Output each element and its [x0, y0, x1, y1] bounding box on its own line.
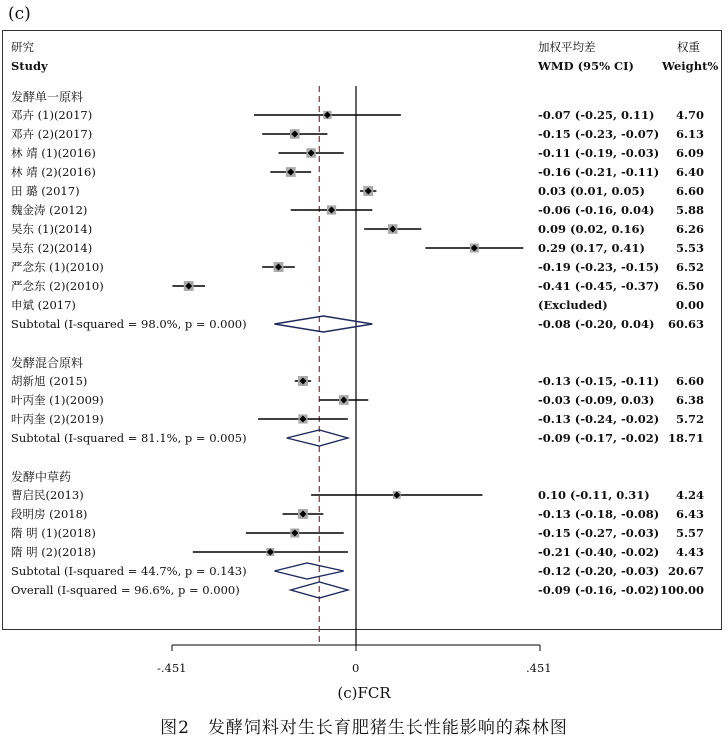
study-label: 严念东 (1)(2010) — [11, 260, 104, 274]
study-ci: 0.29 (0.17, 0.41) — [538, 241, 645, 255]
study-ci: -0.11 (-0.19, -0.03) — [538, 146, 660, 160]
group-title: 发酵单一原料 — [11, 90, 84, 104]
subtotal-label: Subtotal (I-squared = 98.0%, p = 0.000) — [11, 317, 247, 331]
study-label: 隋 明 (1)(2018) — [11, 526, 96, 540]
study-label: 林 靖 (1)(2016) — [11, 146, 96, 160]
study-weight: 5.53 — [675, 241, 704, 255]
x-tick-label-neg: -.451 — [157, 661, 187, 675]
study-ci: -0.13 (-0.15, -0.11) — [538, 374, 660, 388]
study-ci: (Excluded) — [538, 298, 608, 312]
study-weight: 0.00 — [675, 298, 704, 312]
study-ci: -0.19 (-0.23, -0.15) — [538, 260, 660, 274]
study-ci: -0.13 (-0.24, -0.02) — [538, 412, 660, 426]
study-ci: -0.41 (-0.45, -0.37) — [538, 279, 660, 293]
subtotal-label: Subtotal (I-squared = 44.7%, p = 0.143) — [11, 564, 247, 578]
study-weight: 6.43 — [675, 507, 704, 521]
study-label: 隋 明 (2)(2018) — [11, 545, 96, 559]
study-label: 叶丙奎 (1)(2009) — [11, 393, 104, 407]
subtotal-diamond — [274, 316, 372, 332]
figure-caption: 图2 发酵饲料对生长育肥猪生长性能影响的森林图 — [160, 718, 568, 738]
wmd-header-cn: 加权平均差 — [538, 40, 596, 54]
study-ci: 0.03 (0.01, 0.05) — [538, 184, 645, 198]
group-title: 发酵混合原料 — [11, 356, 84, 370]
study-weight: 6.60 — [675, 374, 704, 388]
weight-header-en: Weight% — [662, 59, 719, 73]
study-weight: 6.50 — [675, 279, 704, 293]
study-ci: -0.16 (-0.21, -0.11) — [538, 165, 660, 179]
study-weight: 5.88 — [675, 203, 704, 217]
study-label: 段明房 (2018) — [11, 507, 88, 521]
study-ci: 0.10 (-0.11, 0.31) — [538, 488, 650, 502]
study-ci: -0.03 (-0.09, 0.03) — [538, 393, 655, 407]
figure-subcaption: (c)FCR — [337, 684, 391, 702]
study-ci: -0.13 (-0.18, -0.08) — [538, 507, 660, 521]
study-label: 严念东 (2)(2010) — [11, 279, 104, 293]
study-weight: 5.72 — [675, 412, 704, 426]
wmd-header-en: WMD (95% CI) — [538, 59, 634, 73]
study-weight: 4.43 — [675, 545, 704, 559]
study-weight: 4.24 — [675, 488, 704, 502]
study-label: 吴东 (1)(2014) — [11, 222, 93, 236]
study-label: 曹启民(2013) — [11, 488, 84, 502]
study-label: 林 靖 (2)(2016) — [11, 165, 96, 179]
subtotal-ci: -0.12 (-0.20, -0.03) — [538, 564, 660, 578]
study-weight: 5.57 — [675, 526, 704, 540]
study-ci: 0.09 (0.02, 0.16) — [538, 222, 645, 236]
subtotal-weight: 18.71 — [667, 431, 704, 445]
subtotal-weight: 60.63 — [667, 317, 704, 331]
overall-weight: 100.00 — [659, 583, 704, 597]
study-ci: -0.21 (-0.40, -0.02) — [538, 545, 660, 559]
study-weight: 6.09 — [675, 146, 704, 160]
overall-label: Overall (I-squared = 96.6%, p = 0.000) — [11, 583, 240, 597]
subtotal-diamond — [287, 430, 348, 446]
subtotal-label: Subtotal (I-squared = 81.1%, p = 0.005) — [11, 431, 247, 445]
study-label: 申斌 (2017) — [11, 298, 76, 312]
study-label: 胡新旭 (2015) — [11, 374, 88, 388]
weight-header-cn: 权重 — [677, 40, 700, 54]
overall-ci: -0.09 (-0.16, -0.02) — [538, 583, 660, 597]
x-tick-label-zero: 0 — [352, 661, 360, 675]
subtotal-weight: 20.67 — [667, 564, 704, 578]
study-label: 吴东 (2)(2014) — [11, 241, 93, 255]
subtotal-ci: -0.08 (-0.20, 0.04) — [538, 317, 655, 331]
study-ci: -0.06 (-0.16, 0.04) — [538, 203, 655, 217]
study-ci: -0.15 (-0.23, -0.07) — [538, 127, 660, 141]
study-weight: 6.13 — [675, 127, 704, 141]
study-weight: 6.40 — [675, 165, 704, 179]
study-label: 田 璐 (2017) — [11, 184, 80, 198]
x-tick-label-pos: .451 — [526, 661, 552, 675]
study-weight: 6.26 — [675, 222, 704, 236]
study-weight: 6.38 — [675, 393, 704, 407]
group-title: 发酵中草药 — [11, 470, 72, 484]
subtotal-ci: -0.09 (-0.17, -0.02) — [538, 431, 660, 445]
study-ci: -0.15 (-0.27, -0.03) — [538, 526, 660, 540]
subtotal-diamond — [274, 563, 343, 579]
study-label: 邓卉 (1)(2017) — [11, 108, 93, 122]
study-label: 叶丙奎 (2)(2019) — [11, 412, 104, 426]
study-header-en: Study — [11, 59, 48, 73]
study-weight: 6.60 — [675, 184, 704, 198]
study-header-cn: 研究 — [11, 40, 34, 54]
study-weight: 4.70 — [675, 108, 704, 122]
study-label: 邓卉 (2)(2017) — [11, 127, 93, 141]
study-ci: -0.07 (-0.25, 0.11) — [538, 108, 655, 122]
study-label: 魏金涛 (2012) — [11, 203, 88, 217]
study-weight: 6.52 — [675, 260, 704, 274]
panel-label: (c) — [8, 4, 31, 24]
